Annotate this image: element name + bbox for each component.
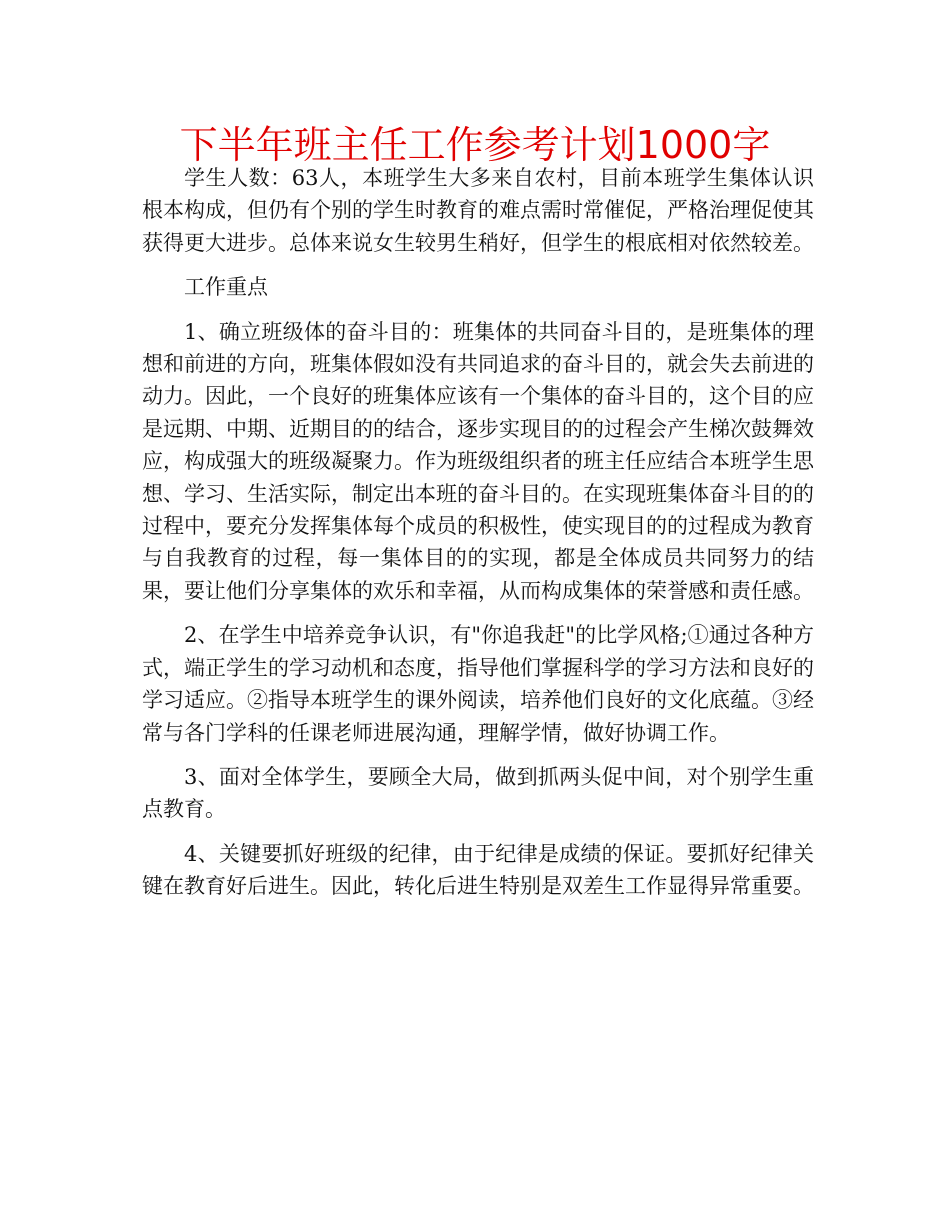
paragraph-point-3: 3、面对全体学生，要顾全大局，做到抓两头促中间，对个别学生重点教育。: [142, 764, 814, 822]
paragraph-student-count: 学生人数：63人，本班学生大多来自农村，目前本班学生集体认识根本构成，但仍有个别的学生时教育的难点需时常催促，严格治理促使其获得更大进步。总体来说女生较男生稍好，但学生的根底相对依然较差。: [142, 166, 814, 255]
paragraph-point-4: 4、关键要抓好班级的纪律，由于纪律是成绩的保证。要抓好纪律关键在教育好后进生。因此，转化后进生特别是双差生工作显得异常重要。: [142, 841, 814, 899]
section-heading-work-focus: 工作重点: [184, 275, 268, 300]
paragraph-point-1: 1、确立班级体的奋斗目的：班集体的共同奋斗目的，是班集体的理想和前进的方向，班集体假如没有共同追求的奋斗目的，就会失去前进的动力。因此，一个良好的班集体应该有一个集体的奋斗目的，这个目的应是远期、中期、近期目的的结合，逐步实现目的的过程会产生梯次鼓舞效应，构成强大的班级凝聚力。作为班级组织者的班主任应结合本班学生思想、学习、生活实际，制定出本班的奋斗目的。在实现班集体奋斗目的的过程中，要充分发挥集体每个成员的积极性，使实现目的的过程成为教育与自我教育的过程，每一集体目的的实现，都是全体成员共同努力的结果，要让他们分享集体的欢乐和幸福，从而构成集体的荣誉感和责任感。: [142, 319, 814, 603]
paragraph-point-2: 2、在学生中培养竞争认识，有"你追我赶"的比学风格;①通过各种方式，端正学生的学习动机和态度，指导他们掌握科学的学习方法和良好的学习适应。②指导本班学生的课外阅读，培养他们良好的文化底蕴。③经常与各门学科的任课老师进展沟通，理解学情，做好协调工作。: [142, 623, 814, 745]
document-body: [142, 162, 814, 915]
document-title: 下半年班主任工作参考计划1000字: [179, 123, 771, 167]
